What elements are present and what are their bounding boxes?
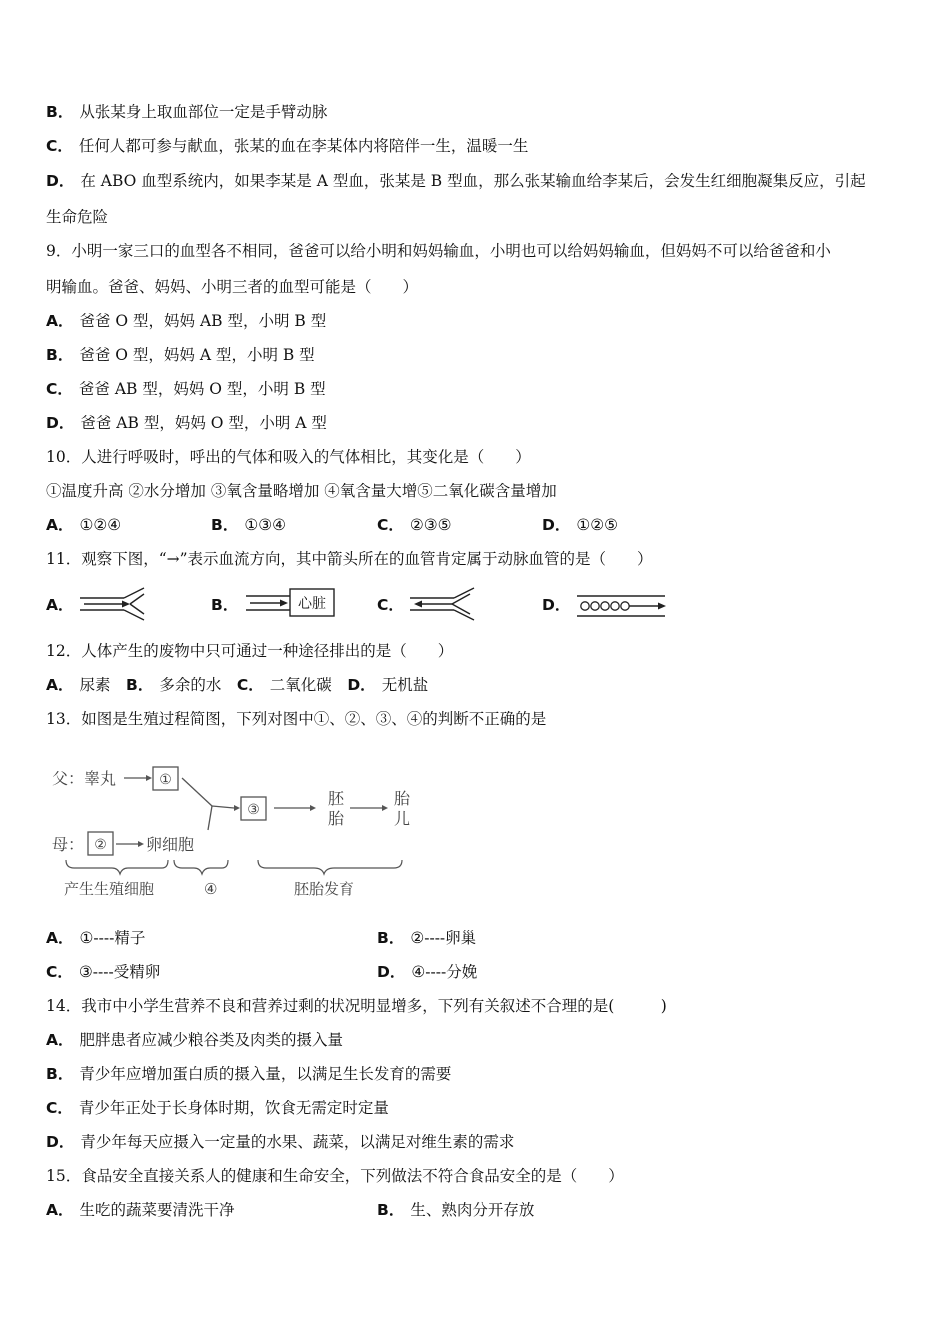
- q12-stem: 12．人体产生的废物中只可通过一种途径排出的是（ ）: [46, 642, 454, 660]
- q10-option-c: C． ②③⑤: [377, 516, 452, 534]
- q14-option-a: A． 肥胖患者应减少粮谷类及肉类的摄入量: [46, 1031, 344, 1049]
- q13-option-a: A． ①----精子: [46, 929, 146, 947]
- q13-option-d: D． ④----分娩: [377, 963, 478, 981]
- q15-stem: 15．食品安全直接关系人的健康和生命安全，下列做法不符合食品安全的是（ ）: [46, 1167, 624, 1185]
- q13-mother-label: 母：: [52, 835, 85, 854]
- q13-father-label: 父：睾丸: [52, 769, 117, 788]
- q10-option-a: A． ①②④: [46, 516, 122, 534]
- q13-brace2-label: ④: [204, 880, 218, 898]
- q11-option-b: B．: [211, 596, 239, 614]
- q13-embryo-1: 胚: [328, 789, 345, 808]
- q14-option-c: C． 青少年正处于长身体时期，饮食无需定时定量: [46, 1099, 389, 1117]
- q11-a-diagram: [78, 586, 150, 622]
- q13-box2: ②: [94, 837, 107, 853]
- q11-stem: 11．观察下图，“→”表示血流方向，其中箭头所在的血管肯定属于动脉血管的是（ ）: [46, 550, 653, 568]
- q10-option-b: B． ①③④: [211, 516, 287, 534]
- q13-stem: 13．如图是生殖过程简图，下列对图中①、②、③、④的判断不正确的是: [46, 710, 547, 728]
- q8-option-c: C． 任何人都可参与献血，张某的血在李某体内将陪伴一生，温暖一生: [46, 137, 529, 155]
- q10-stem: 10．人进行呼吸时，呼出的气体和吸入的气体相比，其变化是（ ）: [46, 448, 531, 466]
- q9-option-d: D． 爸爸 AB 型，妈妈 O 型，小明 A 型: [46, 414, 327, 432]
- q8-option-b: B． 从张某身上取血部位一定是手臂动脉: [46, 103, 328, 121]
- q8-option-d: D． 在 ABO 血型系统内，如果李某是 A 型血，张某是 B 型血，那么张某输血给李某后，会发生红细胞凝集反应，引起: [46, 172, 866, 190]
- q13-option-c: C． ③----受精卵: [46, 963, 161, 981]
- q13-brace1-label: 产生生殖细胞: [64, 880, 155, 898]
- q13-option-b: B． ②----卵巢: [377, 929, 477, 947]
- q9-stem-line1: 9．小明一家三口的血型各不相同，爸爸可以给小明和妈妈输血，小明也可以给妈妈输血，但妈妈不可以给爸爸和小: [46, 242, 831, 260]
- q13-egg-label: 卵细胞: [146, 835, 195, 854]
- q10-items: ①温度升高 ②水分增加 ③氧含量略增加 ④氧含量大增⑤二氧化碳含量增加: [46, 482, 557, 500]
- q15-option-a: A． 生吃的蔬菜要清洗干净: [46, 1201, 235, 1219]
- q13-box1: ①: [159, 772, 172, 788]
- q12-options: A． 尿素 B． 多余的水 C． 二氧化碳 D． 无机盐: [46, 676, 429, 694]
- q11-option-a: A．: [46, 596, 74, 614]
- q9-option-b: B． 爸爸 O 型，妈妈 A 型，小明 B 型: [46, 346, 315, 364]
- q13-brace3-label: 胚胎发育: [294, 880, 355, 898]
- q11-d-diagram: [576, 592, 668, 620]
- q9-option-a: A． 爸爸 O 型，妈妈 AB 型，小明 B 型: [46, 312, 327, 330]
- q11-heart-label: 心脏: [298, 596, 326, 612]
- q14-option-b: B． 青少年应增加蛋白质的摄入量，以满足生长发育的需要: [46, 1065, 452, 1083]
- q9-stem-line2: 明输血。爸爸、妈妈、小明三者的血型可能是（ ）: [46, 278, 419, 296]
- q15-option-b: B． 生、熟肉分开存放: [377, 1201, 535, 1219]
- q9-option-c: C． 爸爸 AB 型，妈妈 O 型，小明 B 型: [46, 380, 326, 398]
- q10-option-d: D． ①②⑤: [542, 516, 619, 534]
- q13-reproduction-diagram: [48, 756, 428, 906]
- q14-stem: 14．我市中小学生营养不良和营养过剩的状况明显增多，下列有关叙述不合理的是( ): [46, 997, 667, 1015]
- q11-option-c: C．: [377, 596, 404, 614]
- q11-option-d: D．: [542, 596, 571, 614]
- q11-b-diagram: [244, 586, 338, 620]
- q8-option-d-cont: 生命危险: [46, 208, 109, 226]
- q11-c-diagram: [408, 586, 480, 622]
- q13-embryo-2: 胎: [328, 809, 345, 828]
- q14-option-d: D． 青少年每天应摄入一定量的水果、蔬菜，以满足对维生素的需求: [46, 1133, 515, 1151]
- q13-box3: ③: [247, 802, 260, 818]
- q13-fetus-2: 儿: [394, 809, 411, 828]
- q13-fetus-1: 胎: [394, 789, 411, 808]
